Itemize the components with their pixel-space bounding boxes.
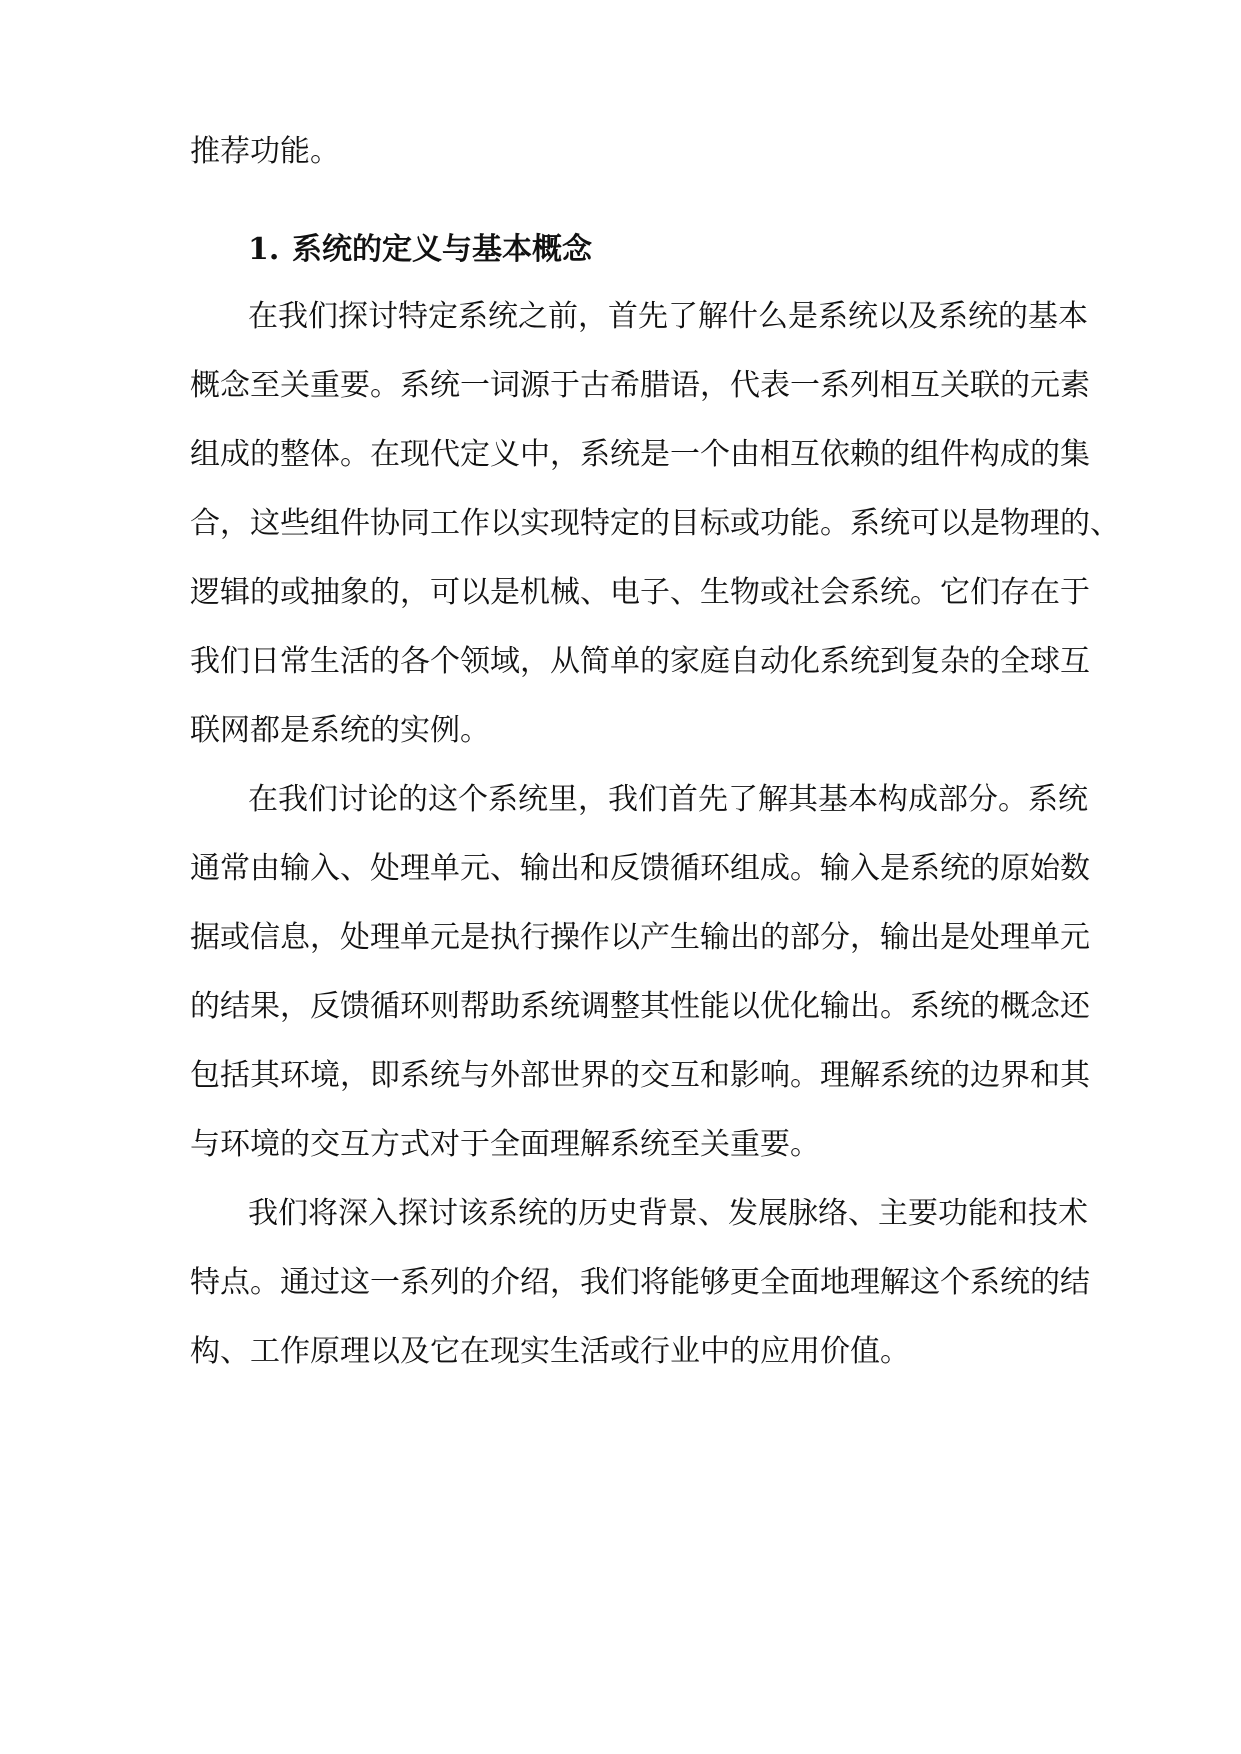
paragraph-3-line-1: 我们将深入探讨该系统的历史背景、发展脉络、主要功能和技术 — [248, 1196, 1088, 1231]
paragraph-1-line-7: 联网都是系统的实例。 — [190, 713, 490, 748]
paragraph-2-line-5: 包括其环境，即系统与外部世界的交互和影响。理解系统的边界和其 — [190, 1058, 1090, 1093]
paragraph-3-line-3: 构、工作原理以及它在现实生活或行业中的应用价值。 — [190, 1334, 910, 1369]
paragraph-2-line-6: 与环境的交互方式对于全面理解系统至关重要。 — [190, 1127, 820, 1162]
section-heading — [248, 230, 592, 270]
section-number: 1. — [248, 232, 280, 267]
paragraph-1-line-5: 逻辑的或抽象的，可以是机械、电子、生物或社会系统。它们存在于 — [190, 575, 1090, 610]
paragraph-2-line-4: 的结果，反馈循环则帮助系统调整其性能以优化输出。系统的概念还 — [190, 989, 1090, 1024]
paragraph-1-line-2: 概念至关重要。系统一词源于古希腊语，代表一系列相互关联的元素 — [190, 368, 1090, 403]
paragraph-1-line-6: 我们日常生活的各个领域，从简单的家庭自动化系统到复杂的全球互 — [190, 644, 1090, 679]
paragraph-2-line-2: 通常由输入、处理单元、输出和反馈循环组成。输入是系统的原始数 — [190, 851, 1090, 886]
paragraph-3-line-2: 特点。通过这一系列的介绍，我们将能够更全面地理解这个系统的结 — [190, 1265, 1090, 1300]
section-title: 系统的定义与基本概念 — [292, 232, 592, 267]
paragraph-1-line-3: 组成的整体。在现代定义中，系统是一个由相互依赖的组件构成的集 — [190, 437, 1090, 472]
paragraph-2-line-3: 据或信息，处理单元是执行操作以产生输出的部分，输出是处理单元 — [190, 920, 1090, 955]
paragraph-1-line-4: 合，这些组件协同工作以实现特定的目标或功能。系统可以是物理的、 — [190, 506, 1120, 541]
paragraph-1-line-1: 在我们探讨特定系统之前，首先了解什么是系统以及系统的基本 — [248, 299, 1088, 334]
paragraph-2-line-1: 在我们讨论的这个系统里，我们首先了解其基本构成部分。系统 — [248, 782, 1088, 817]
fragment-line: 推荐功能。 — [190, 134, 340, 169]
